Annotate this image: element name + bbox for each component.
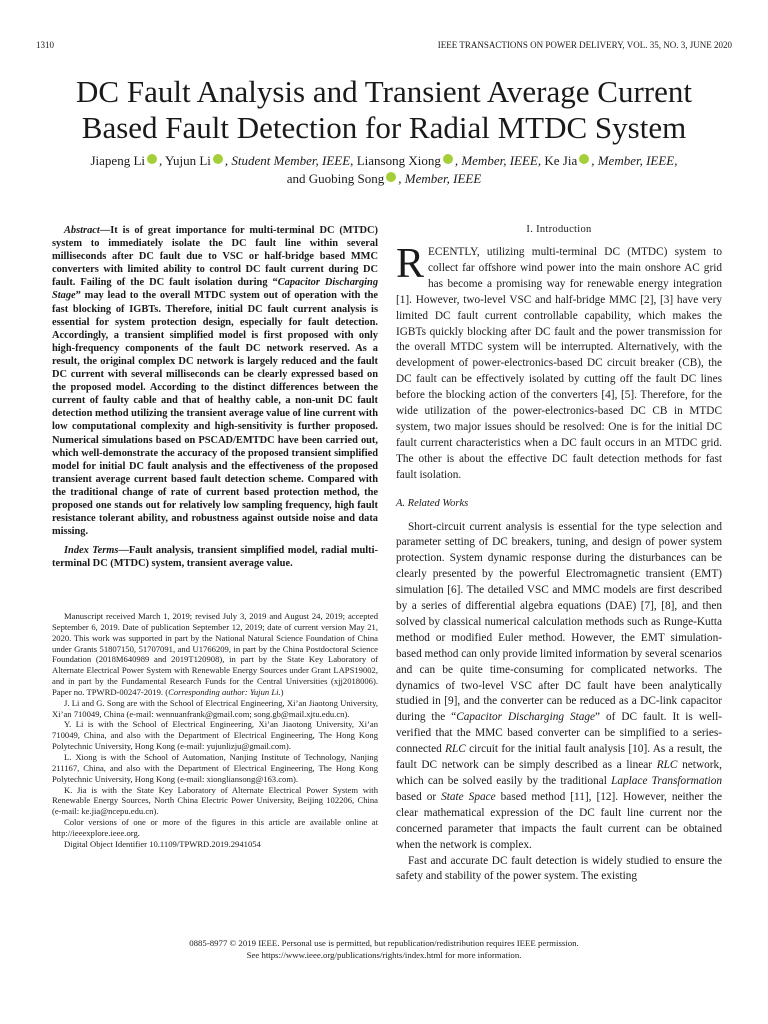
orcid-icon[interactable] bbox=[147, 154, 157, 164]
orcid-icon[interactable] bbox=[213, 154, 223, 164]
index-terms: Index Terms—Fault analysis, transient simplified model, radial multi-terminal DC (MTDC) system, transient average value. bbox=[52, 545, 378, 570]
author-name: Ke Jia bbox=[544, 153, 578, 168]
author-name: Liansong Xiong bbox=[356, 153, 441, 168]
paper-title bbox=[36, 74, 732, 146]
footnotes bbox=[52, 611, 378, 850]
author-role: , Student Member, IEEE, bbox=[224, 153, 357, 168]
title-line-1: DC Fault Analysis and Transient Average Current bbox=[76, 74, 692, 109]
rights-link-line: See https://www.ieee.org/publications/rights/index.html for more information. bbox=[246, 949, 522, 960]
author-name: Jiapeng Li bbox=[90, 153, 145, 168]
author-line-2 bbox=[36, 170, 732, 188]
affiliation-note: Y. Li is with the School of Electrical Engineering, Xi’an Jiaotong University, Xi’an 710049, China, and also with the Department of Electrical Engineering, The Hong Kong Polytechnic University, Hong Kong (e-mail: yujunlizju@gmail.com). bbox=[52, 719, 378, 752]
author-line-1: Jiapeng Li , Yujun Li , Student Member, IEEE, Liansong Xiong , Member, IEEE, Ke Jia , Member, IEEE, bbox=[90, 153, 678, 168]
copyright-line: 0885-8977 © 2019 IEEE. Personal use is permitted, but republication/redistribution requires IEEE permission. bbox=[189, 938, 579, 948]
manuscript-note: Manuscript received March 1, 2019; revised July 3, 2019 and August 24, 2019; accepted September 6, 2019. Date of publication September 12, 2019; date of current version May 21, 2020. This work was supported in part by the National Natural Science Foundation of China under Grants 51807150, 51707091, and U1766209, in part by the China Postdoctoral Science Foundation (2018M640989 and 2019T120908), in part by the State Key Laboratory of Alternate Electrical Power System with Renewable Energy Sources under Grant LAPS19002, and in part by the Fundamental Research Funds for the Central Universities (xjj2018006). Paper no. TPWRD-00247-2019. (Corresponding author: Yujun Li.) bbox=[52, 611, 378, 697]
orcid-icon[interactable] bbox=[579, 154, 589, 164]
affiliation-note: L. Xiong is with the School of Automation, Nanjing Institute of Technology, Nanjing 211167, China, and also with the Department of Electrical Engineering, The Hong Kong Polytechnic University, Hong Kong (e-mail: xiongliansong@163.com). bbox=[52, 751, 378, 784]
journal-citation: IEEE TRANSACTIONS ON POWER DELIVERY, VOL. 35, NO. 3, JUNE 2020 bbox=[437, 40, 732, 50]
paragraph: RECENTLY, utilizing multi-terminal DC (MTDC) system to collect far offshore wind power into the main onshore AC grid has become a promising way for renewable energy integration [1]. However, two-level VSC and half-bridge MMC [2], [3] have very limited DC fault current controllable capability, which makes the IGBTs quickly blocking after DC fault and the power transmission for the overall MTDC system will be interrupted. Alternatively, with the development of power-electronics-based DC circuit breaker (CB), the DC fault can be effectively isolated by cutting off the fault DC lines before the blocking action of the converters [4], [5]. Therefore, for the wide utilization of the power-electronics-based DC CB in MTDC system, two major issues should be resolved: One is for the initial DC fault current characteristics when a DC fault occurs in an MTDC grid. The other is about the effective DC fault detection methods for fast fault isolation. bbox=[396, 241, 722, 481]
author-role: , Member, IEEE, bbox=[591, 153, 678, 168]
orcid-icon[interactable] bbox=[443, 154, 453, 164]
author-role: , Member, IEEE bbox=[398, 171, 482, 186]
page-number: 1310 bbox=[36, 40, 54, 50]
drop-cap: R bbox=[396, 241, 425, 287]
affiliation-note: K. Jia is with the State Key Laboratory of Alternate Electrical Power System with Renewable Energy Sources, North China Electric Power University, Beijing 102206, China (e-mail: ke.jia@ncepu.edu.cn). bbox=[52, 784, 378, 817]
paragraph: Short-circuit current analysis is essential for the type selection and parameter setting of DC breakers, tuning, and design of power system protection. System dynamic response during the disturbances can be clearly presented by the powerful Electromagnetic transient (EMT) simulation [6]. The detailed VSC and MMC models are first described by a series of differential algebra equations (DAE) [7], [8], and then solved by classical numerical calculation methods such as Runge-Kutta method or modified Euler method. However, the EMT simulation-based method can only provide limited information by several scenarios and can be quite time-consuming for complicated networks. The dynamics of two-level VSC after DC fault have been analytically studied in [9], and the converter can be reduced as a DC-link capacitor during the “Capacitor Discharging Stage” of DC fault. It is well-verified that the MMC based converter can be simplified to a series-connected RLC circuit for the initial fault analysis [10]. As a result, the fault DC network can be simply described as a linear RLC network, which can be solved easily by the traditional Laplace Transformation based or State Space based method [11], [12]. However, neither the clear mathematical expression of the DC fault line current nor the concerned parameter that impacts the fault current can be obtained when the network is complex. bbox=[396, 520, 723, 851]
affiliation-note: J. Li and G. Song are with the School of Electrical Engineering, Xi’an Jiaotong University, Xi’an 710049, China (e-mail: wennuanfrank@gmail.com; song.gb@mail.xjtu.edu.cn). bbox=[52, 697, 378, 719]
orcid-icon[interactable] bbox=[386, 172, 396, 182]
abstract: Abstract—It is of great importance for multi-terminal DC (MTDC) system to immediately isolate the DC fault line within several milliseconds after DC fault due to VSC or half-bridge based MMC converters with limited ability to control DC fault current during DC fault. Failing of the DC fault isolation during “Capacitor Discharging Stage” may lead to the overall MTDC system out of operation with the fast blocking of IGBTs. Therefore, initial DC fault current analysis is essential for system protection design, especially for fault detection. Accordingly, a transient simplified model is first proposed with only high-frequency components of the fault DC network reserved. As a result, the original complex DC network is largely reduced and the fault DC current with several milliseconds can be clearly expressed based on the proposed model. According to the distinct differences between the current of faulty cable and that of healthy cable, a non-unit DC fault detection method utilizing the transient average value of line current with low computational complexity and high-sensitivity is further proposed. Numerical simulations based on PSCAD/EMTDC have been carried out, which well-demonstrate the accuracy of the proposed transient simplified model for initial DC fault analysis and the effectiveness of the proposed transient average current based fault detection scheme. Compared with the traditional change of rate of current based protection method, the proposed one stands out for relatively low sampling frequency, high fault resistance tolerant ability, and robustness against outside noise and data missing. bbox=[52, 225, 379, 538]
author-name: Yujun Li bbox=[165, 153, 211, 168]
section-heading: I. Introduction bbox=[526, 224, 592, 235]
author-role: , Member, IEEE, bbox=[454, 153, 545, 168]
paragraph: Fast and accurate DC fault detection is widely studied to ensure the safety and stability of the power system. The existing bbox=[396, 854, 722, 883]
doi-note: Digital Object Identifier 10.1109/TPWRD.2019.2941054 bbox=[64, 838, 261, 849]
title-line-2: Based Fault Detection for Radial MTDC System bbox=[81, 110, 687, 145]
left-column bbox=[52, 224, 378, 570]
body-text bbox=[396, 241, 723, 885]
running-header bbox=[36, 40, 732, 52]
subsection-heading: A. Related Works bbox=[396, 497, 469, 509]
author-list bbox=[36, 152, 732, 188]
right-column bbox=[396, 224, 722, 885]
color-note: Color versions of one or more of the figures in this article are available online at http://ieeexplore.ieee.org. bbox=[52, 817, 378, 838]
copyright-footer bbox=[36, 938, 732, 961]
author-name: and Guobing Song bbox=[286, 171, 385, 186]
